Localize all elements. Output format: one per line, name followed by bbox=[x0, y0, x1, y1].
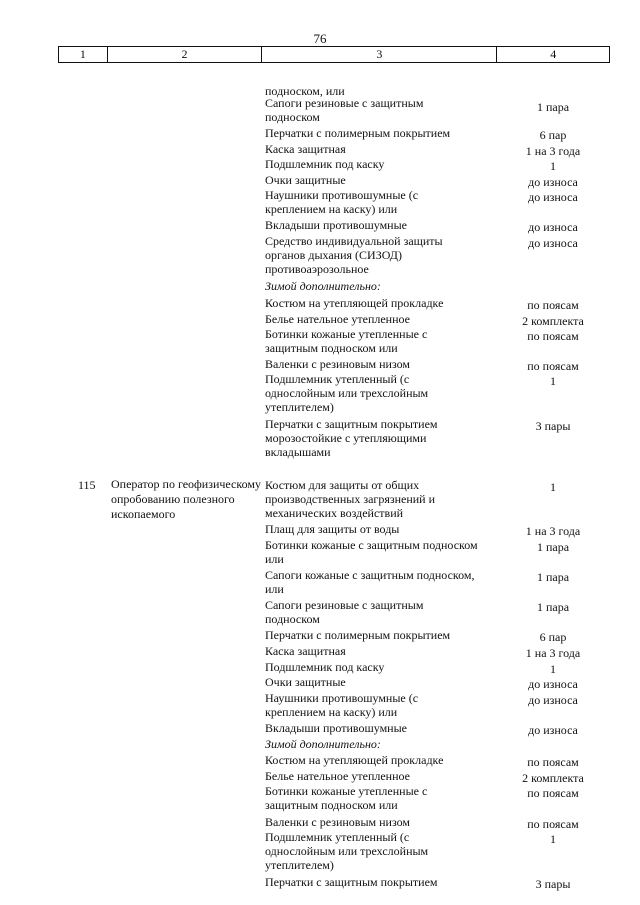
item-name: Белье нательное утепленное bbox=[265, 769, 410, 783]
item-quantity: до износа bbox=[528, 175, 578, 189]
item-name: Подшлемник утепленный (с однослойным или трехслойным утеплителем) bbox=[265, 372, 429, 414]
item-quantity: 2 комплекта bbox=[522, 314, 584, 328]
item-quantity: до износа bbox=[528, 220, 578, 234]
item-quantity: 1 пара bbox=[536, 570, 570, 584]
item-quantity: 3 пары bbox=[535, 419, 571, 433]
item-quantity: по поясам bbox=[527, 329, 579, 343]
item-quantity: 1 bbox=[550, 159, 556, 173]
item-name: Сапоги кожаные с защитным подноском, или bbox=[265, 568, 475, 596]
table-header bbox=[58, 46, 610, 63]
item-name: Зимой дополнительно: bbox=[265, 737, 381, 751]
item-quantity: 6 пар bbox=[539, 128, 567, 142]
item-name: Сапоги резиновые с защитным подноском bbox=[265, 96, 424, 124]
item-name: Каска защитная bbox=[265, 142, 346, 156]
header-col-4: 4 bbox=[550, 47, 557, 61]
header-col-3: 3 bbox=[262, 47, 497, 62]
item-quantity: до износа bbox=[528, 677, 578, 691]
item-quantity: 6 пар bbox=[539, 630, 567, 644]
item-name: Подшлемник утепленный (с однослойным или трехслойным утеплителем) bbox=[265, 830, 429, 872]
item-name: Костюм на утепляющей прокладке bbox=[265, 753, 444, 767]
item-name: Подшлемник под каску bbox=[265, 660, 385, 674]
item-name: Вкладыши противошумные bbox=[265, 218, 407, 232]
header-col-1: 1 bbox=[59, 47, 108, 62]
item-quantity: до износа bbox=[528, 693, 578, 707]
item-quantity: 3 пары bbox=[535, 877, 571, 891]
item-quantity: по поясам bbox=[527, 359, 579, 373]
item-quantity: 1 пара bbox=[536, 540, 570, 554]
item-name: Костюм для защиты от общих производственных загрязнений и механических воздействий bbox=[265, 478, 436, 520]
occupation-name: Оператор по геофизическому опробованию полезного ископаемого bbox=[111, 477, 261, 521]
item-name: Ботинки кожаные утепленные с защитным подноском или bbox=[265, 327, 428, 355]
item-name: Белье нательное утепленное bbox=[265, 312, 410, 326]
item-quantity: по поясам bbox=[527, 817, 579, 831]
item-name: Костюм на утепляющей прокладке bbox=[265, 296, 444, 310]
item-name: Ботинки кожаные с защитным подноском или bbox=[265, 538, 478, 566]
item-name: Валенки с резиновым низом bbox=[265, 815, 411, 829]
item-quantity: 2 комплекта bbox=[522, 771, 584, 785]
item-quantity: до износа bbox=[528, 723, 578, 737]
item-name: Валенки с резиновым низом bbox=[265, 357, 411, 371]
entry-number: 115 bbox=[78, 478, 96, 492]
item-quantity: 1 bbox=[550, 374, 556, 388]
item-quantity: 1 bbox=[550, 662, 556, 676]
item-name: Вкладыши противошумные bbox=[265, 721, 407, 735]
item-quantity: до износа bbox=[528, 236, 578, 250]
item-name: Перчатки с защитным покрытием морозостойкие с утепляющими вкладышами bbox=[265, 417, 438, 459]
item-quantity: 1 на 3 года bbox=[525, 646, 581, 660]
item-quantity: 1 bbox=[550, 480, 556, 494]
item-quantity: 1 bbox=[550, 832, 556, 846]
item-name: Средство индивидуальной защиты органов дыхания (СИЗОД) противоаэрозольное bbox=[265, 234, 443, 276]
header-col-2: 2 bbox=[108, 47, 262, 62]
item-name: Сапоги резиновые с защитным подноском bbox=[265, 598, 424, 626]
page-number: 76 bbox=[313, 31, 327, 46]
item-name: Перчатки с полимерным покрытием bbox=[265, 628, 451, 642]
item-name: подноском, или bbox=[265, 84, 345, 98]
item-name: Каска защитная bbox=[265, 644, 346, 658]
item-quantity: по поясам bbox=[527, 786, 579, 800]
item-quantity: 1 пара bbox=[536, 100, 570, 114]
item-quantity: по поясам bbox=[527, 755, 579, 769]
item-quantity: 1 на 3 года bbox=[525, 144, 581, 158]
item-quantity: 1 на 3 года bbox=[525, 524, 581, 538]
item-quantity: до износа bbox=[528, 190, 578, 204]
item-name: Перчатки с защитным покрытием bbox=[265, 875, 438, 889]
item-name: Наушники противошумные (с креплением на каску) или bbox=[265, 691, 419, 719]
item-name: Зимой дополнительно: bbox=[265, 279, 381, 293]
item-quantity: 1 пара bbox=[536, 600, 570, 614]
item-name: Очки защитные bbox=[265, 675, 346, 689]
item-name: Подшлемник под каску bbox=[265, 157, 385, 171]
item-name: Наушники противошумные (с креплением на каску) или bbox=[265, 188, 419, 216]
item-name: Очки защитные bbox=[265, 173, 346, 187]
item-name: Перчатки с полимерным покрытием bbox=[265, 126, 451, 140]
item-name: Плащ для защиты от воды bbox=[265, 522, 400, 536]
item-name: Ботинки кожаные утепленные с защитным подноском или bbox=[265, 784, 428, 812]
item-quantity: по поясам bbox=[527, 298, 579, 312]
